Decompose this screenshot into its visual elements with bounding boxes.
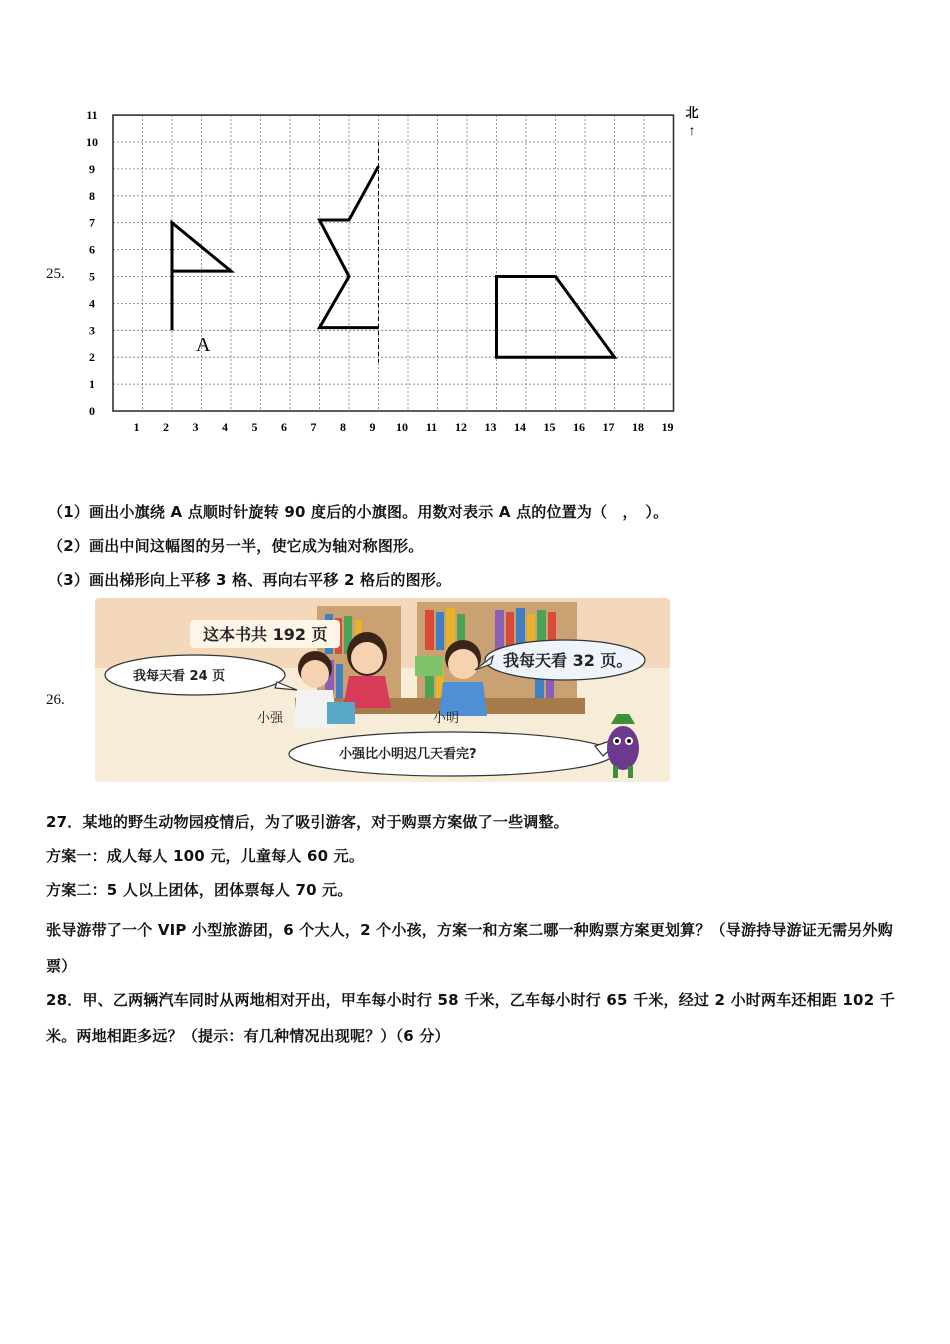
right-bubble-text: 我每天看 32 页。: [503, 651, 633, 670]
y-tick-label: 0: [89, 404, 95, 418]
question-27-intro: 27．某地的野生动物园疫情后，为了吸引游客，对于购票方案做了一些调整。: [46, 813, 569, 831]
name-right: 小明: [433, 711, 460, 726]
bottom-bubble-text: 小强比小明迟几天看完?: [339, 747, 477, 762]
y-axis-tick-labels: [86, 108, 98, 418]
y-tick-label: 6: [89, 242, 95, 257]
x-tick-label: 19: [661, 420, 674, 434]
point-a-label: A: [196, 334, 211, 356]
x-tick-label: 4: [222, 420, 228, 434]
name-left: 小强: [257, 711, 284, 726]
left-bubble-text: 我每天看 24 页: [133, 669, 226, 684]
x-tick-label: 14: [514, 420, 526, 434]
x-tick-label: 13: [484, 420, 497, 434]
question-25-number: 25.: [46, 266, 65, 282]
x-tick-label: 12: [455, 420, 467, 434]
y-tick-label: 1: [89, 377, 95, 392]
x-tick-label: 3: [192, 420, 199, 434]
coordinate-grid-figure: [78, 100, 718, 445]
x-tick-label: 15: [543, 420, 556, 434]
question-27-plan-1: 方案一：成人每人 100 元，儿童每人 60 元。: [46, 847, 365, 865]
question-25-item-1: （1）画出小旗绕 A 点顺时针旋转 90 度后的小旗图。用数对表示 A 点的位置为（ ， ）。: [48, 503, 669, 521]
question-25-item-3: （3）画出梯形向上平移 3 格、再向右平移 2 格后的图形。: [48, 571, 452, 589]
y-tick-label: 5: [89, 269, 95, 284]
x-tick-label: 8: [340, 420, 346, 434]
x-tick-label: 18: [632, 420, 644, 434]
y-tick-label: 11: [86, 108, 98, 123]
y-tick-label: 7: [89, 215, 95, 230]
x-tick-label: 1: [133, 420, 140, 434]
question-27-plan-2: 方案二：5 人以上团体，团体票每人 70 元。: [46, 881, 353, 899]
x-tick-label: 17: [602, 420, 615, 434]
book-bubble-text: 这本书共 192 页: [203, 625, 328, 644]
reading-illustration: [95, 598, 670, 782]
north-label: 北: [685, 105, 699, 120]
y-tick-label: 8: [89, 188, 95, 203]
question-27-question: 张导游带了一个 VIP 小型旅游团，6 个大人，2 个小孩，方案一和方案二哪一种购票方案更划算？（导游持导游证无需另外购票）: [46, 921, 893, 975]
x-tick-label: 5: [251, 420, 258, 434]
y-tick-label: 10: [86, 135, 98, 149]
x-tick-label: 9: [369, 420, 376, 434]
question-25-item-2: （2）画出中间这幅图的另一半，使它成为轴对称图形。: [48, 537, 424, 555]
x-tick-label: 10: [396, 420, 408, 434]
x-tick-label: 7: [310, 420, 317, 434]
x-tick-label: 6: [281, 420, 287, 434]
north-arrow-icon: ↑: [688, 124, 696, 139]
x-tick-label: 16: [573, 420, 585, 434]
grid-border: [113, 115, 674, 411]
y-tick-label: 2: [89, 350, 95, 365]
y-tick-label: 3: [89, 323, 95, 338]
y-tick-label: 4: [89, 296, 95, 311]
x-tick-label: 11: [425, 420, 438, 434]
question-26-number: 26.: [46, 692, 65, 708]
grid-lines: [113, 115, 674, 411]
question-28-text: 28．甲、乙两辆汽车同时从两地相对开出，甲车每小时行 58 千米，乙车每小时行 65 千米，经过 2 小时两车还相距 102 千米。两地相距多远？（提示：有几种情况出现呢？）（6 分）: [46, 991, 895, 1045]
grid-shapes: [172, 142, 615, 363]
y-tick-label: 9: [89, 161, 95, 176]
x-tick-label: 2: [163, 420, 169, 434]
x-axis-tick-labels: [134, 420, 674, 434]
